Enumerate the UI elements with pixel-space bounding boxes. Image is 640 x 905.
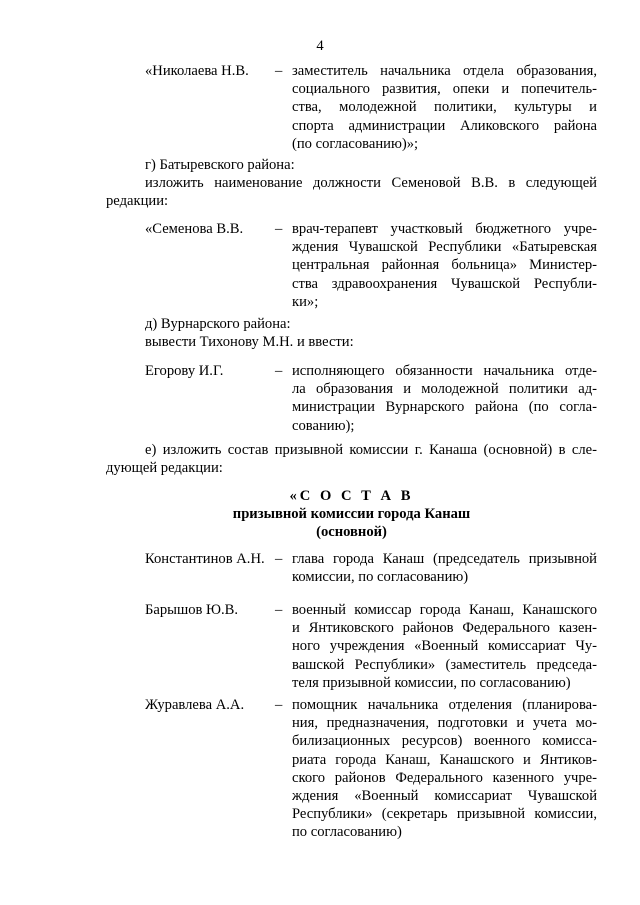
position-line: социального развития, опеки и попечитель- bbox=[292, 81, 597, 98]
position-line: военный комиссар города Канаш, Канашского bbox=[292, 602, 597, 618]
member-position bbox=[292, 362, 597, 435]
member-entry-zhuravleva bbox=[145, 696, 597, 842]
dash-separator: – bbox=[275, 551, 283, 567]
heading-subtitle: (основной) bbox=[316, 524, 387, 541]
composition-heading bbox=[106, 487, 597, 542]
position-line: и Янтиковского районов Федерального казен- bbox=[292, 620, 597, 637]
member-name: Барышов Ю.В. bbox=[145, 602, 239, 618]
member-position bbox=[292, 601, 597, 692]
section-e bbox=[106, 441, 597, 477]
position-line: риата города Канаш, Канашского и Янтиков- bbox=[292, 751, 597, 768]
position-line: центральная районная больница» Министер- bbox=[292, 257, 597, 274]
paragraph-line: вывести Тихонову М.Н. и ввести: bbox=[145, 334, 354, 351]
paragraph-line: изложить наименование должности Семеновой В.В. в следующей bbox=[145, 175, 597, 192]
member-position bbox=[292, 696, 597, 842]
section-title: г) Батыревского района: bbox=[145, 157, 295, 173]
heading-subtitle: призывной комиссии города Канаш bbox=[232, 506, 471, 523]
position-line: (по согласованию)»; bbox=[292, 135, 419, 152]
position-line: ного учреждения «Военный комиссариат Чу- bbox=[292, 638, 597, 655]
position-line: врач-терапевт участковый бюджетного учре- bbox=[292, 221, 597, 237]
member-entry-konstantinov bbox=[145, 550, 597, 586]
member-entry-baryshov bbox=[145, 601, 597, 692]
member-name: «Семенова В.В. bbox=[145, 221, 244, 237]
position-line: Республики» (секретарь призывной комиссии, bbox=[292, 806, 597, 823]
position-line: билизационных ресурсов) военного комисса- bbox=[292, 733, 597, 750]
position-line: ского районов Федерального казенного учре- bbox=[292, 769, 597, 786]
member-name: Константинов А.Н. bbox=[145, 551, 265, 567]
member-position bbox=[292, 550, 597, 586]
position-line: ла образования и молодежной политики ад- bbox=[292, 381, 597, 398]
position-line: помощник начальника отделения (планирова- bbox=[292, 697, 597, 713]
position-line: ждения Чувашской Республики «Батыревская bbox=[292, 239, 597, 256]
member-name: Журавлева А.А. bbox=[145, 697, 245, 713]
dash-separator: – bbox=[275, 602, 283, 618]
section-d bbox=[106, 315, 597, 351]
position-line: ства, молодежной политики, культуры и bbox=[292, 99, 597, 116]
member-entry-nikolaeva bbox=[145, 62, 597, 153]
paragraph-line: е) изложить состав призывной комиссии г. Канаша (основной) в сле- bbox=[145, 442, 597, 458]
member-entry-egorova bbox=[145, 362, 597, 435]
section-title: д) Вурнарского района: bbox=[145, 316, 291, 332]
position-line: исполняющего обязанности начальника отде- bbox=[292, 363, 597, 379]
position-line: ки»; bbox=[292, 293, 319, 310]
position-line: вашской Республики» (заместитель председа- bbox=[292, 656, 597, 673]
position-line: министрации Вурнарского района (по согла- bbox=[292, 399, 597, 416]
position-line: ния, предназначения, подготовки и учета мо- bbox=[292, 715, 597, 732]
position-line: по согласованию) bbox=[292, 824, 402, 841]
position-line: спорта администрации Аликовского района bbox=[292, 117, 597, 134]
position-line: ства здравоохранения Чувашской Республи- bbox=[292, 275, 597, 292]
dash-separator: – bbox=[275, 221, 283, 237]
member-position bbox=[292, 62, 597, 153]
dash-separator: – bbox=[275, 363, 283, 379]
position-line: заместитель начальника отдела образования, bbox=[292, 63, 597, 79]
section-g bbox=[106, 156, 597, 211]
page-number: 4 bbox=[316, 38, 324, 54]
position-line: глава города Канаш (председатель призывной bbox=[292, 551, 597, 567]
dash-separator: – bbox=[275, 63, 283, 79]
position-line: сованию); bbox=[292, 417, 355, 434]
paragraph-line: дующей редакции: bbox=[106, 460, 223, 477]
member-entry-semenova bbox=[145, 220, 597, 311]
paragraph-line: редакции: bbox=[106, 193, 169, 210]
member-position bbox=[292, 220, 597, 311]
position-line: теля призывной комиссии, по согласованию) bbox=[292, 674, 571, 691]
member-name: «Николаева Н.В. bbox=[145, 63, 249, 79]
position-line: комиссии, по согласованию) bbox=[292, 569, 469, 586]
heading-title: «С О С Т А В bbox=[289, 488, 414, 504]
member-name: Егорову И.Г. bbox=[145, 363, 224, 379]
position-line: ждения «Военный комиссариат Чувашской bbox=[292, 788, 597, 805]
dash-separator: – bbox=[275, 697, 283, 713]
